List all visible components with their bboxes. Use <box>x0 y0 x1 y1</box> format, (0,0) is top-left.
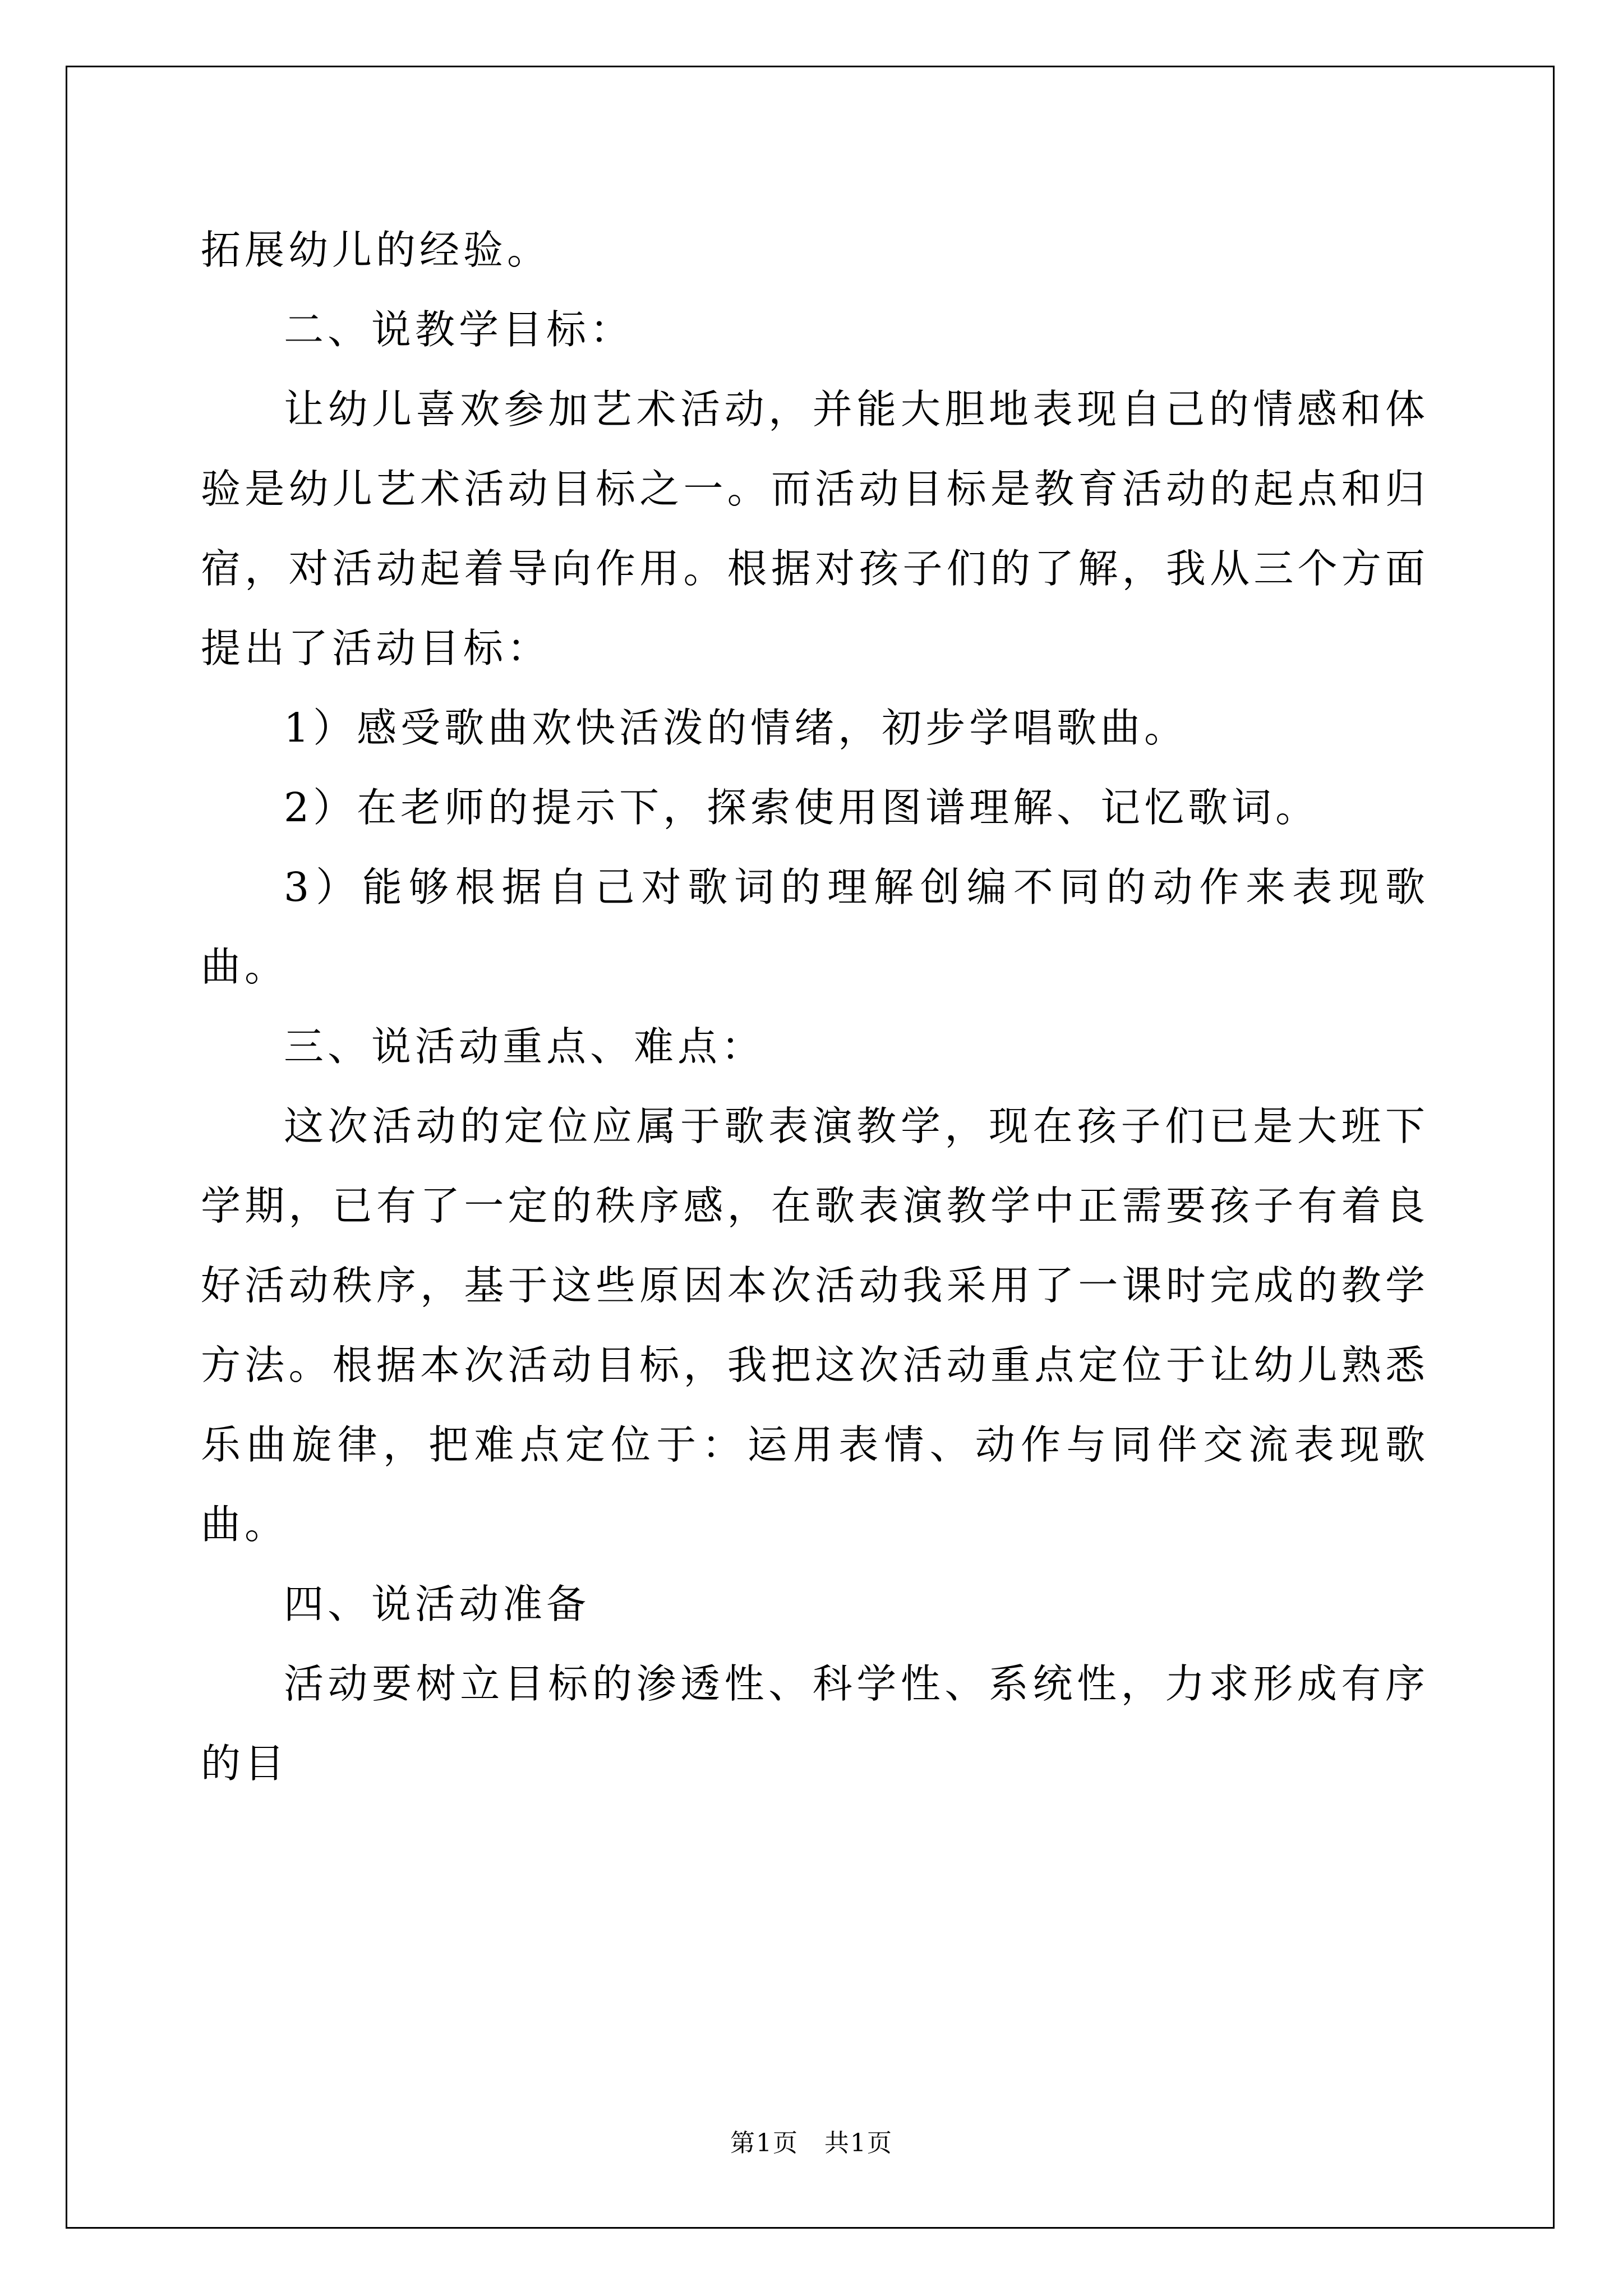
section-heading: 二、说教学目标： <box>284 306 634 353</box>
document-body <box>201 210 1429 1803</box>
section-heading: 三、说活动重点、难点： <box>284 1023 766 1070</box>
list-item: 1）感受歌曲欢快活泼的情绪，初步学唱歌曲。 <box>284 705 1188 751</box>
list-item: 2）在老师的提示下，探索使用图谱理解、记忆歌词。 <box>284 784 1320 831</box>
paragraph: 拓展幼儿的经验。 <box>201 227 551 273</box>
list-item: 3）能够根据自己对歌词的理解创编不同的动作来表现歌曲。 <box>201 864 1429 990</box>
paragraph: 让幼儿喜欢参加艺术活动，并能大胆地表现自己的情感和体验是幼儿艺术活动目标之一。而活动目标是教育活动的起点和归宿，对活动起着导向作用。根据对孩子们的了解，我从三个方面提出了活动目标： <box>201 386 1429 671</box>
paragraph: 活动要树立目标的渗透性、科学性、系统性，力求形成有序的目 <box>201 1660 1429 1787</box>
section-heading: 四、说活动准备 <box>284 1581 591 1627</box>
paragraph: 这次活动的定位应属于歌表演教学，现在孩子们已是大班下学期，已有了一定的秩序感，在歌表演教学中正需要孩子有着良好活动秩序，基于这些原因本次活动我采用了一课时完成的教学方法。根据本次活动目标，我把这次活动重点定位于让幼儿熟悉乐曲旋律，把难点定位于：运用表情、动作与同伴交流表现歌曲。 <box>201 1103 1429 1548</box>
page-footer: 第1页 共1页 <box>730 2129 893 2157</box>
